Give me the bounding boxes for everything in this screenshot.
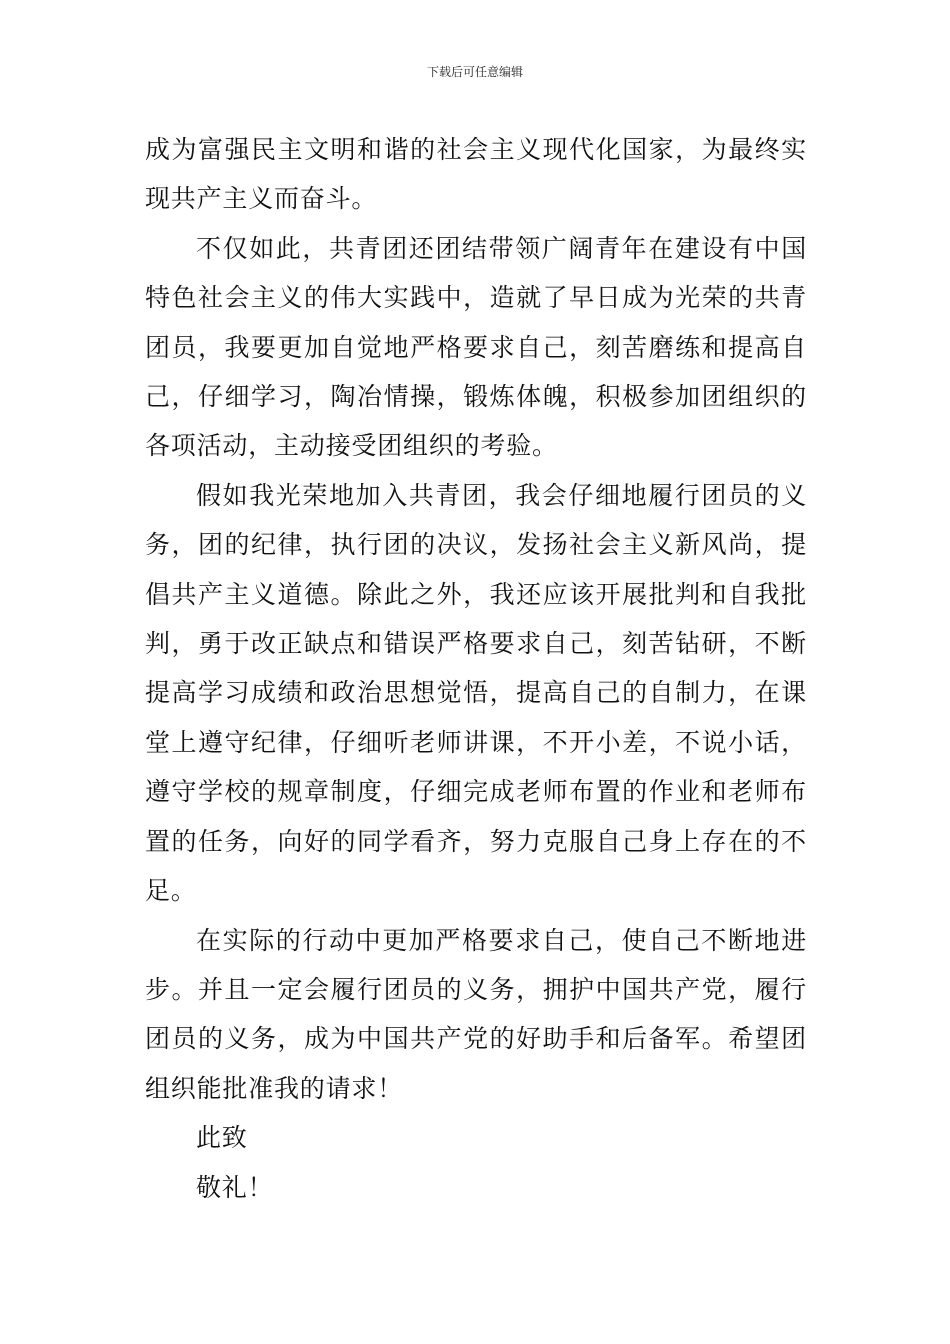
document-body — [145, 125, 807, 1212]
page-header-note: 下载后可任意编辑 — [426, 65, 523, 79]
closing-regards: 敬礼！ — [196, 1172, 274, 1202]
paragraph-3: 假如我光荣地加入共青团，我会仔细地履行团员的义务，团的纪律，执行团的决议，发扬社会主义新风尚，提倡共产主义道德。除此之外，我还应该开展批判和自我批判，勇于改正缺点和错误严格要求自己，刻苦钻研，不断提高学习成绩和政治思想觉悟，提高自己的自制力，在课堂上遵守纪律，仔细听老师讲课，不开小差，不说小话，遵守学校的规章制度，仔细完成老师布置的作业和老师布置的任务，向好的同学看齐，努力克服自己身上存在的不足。 — [145, 480, 807, 906]
paragraph-1: 成为富强民主文明和谐的社会主义现代化国家，为最终实现共产主义而奋斗。 — [145, 135, 807, 214]
paragraph-2: 不仅如此，共青团还团结带领广阔青年在建设有中国特色社会主义的伟大实践中，造就了早日成为光荣的共青团员，我要更加自觉地严格要求自己，刻苦磨练和提高自己，仔细学习，陶冶情操，锻炼体魄，积极参加团组织的各项活动，主动接受团组织的考验。 — [145, 233, 807, 461]
closing-salutation: 此致 — [196, 1123, 248, 1153]
paragraph-4: 在实际的行动中更加严格要求自己，使自己不断地进步。并且一定会履行团员的义务，拥护中国共产党，履行团员的义务，成为中国共产党的好助手和后备军。希望团组织能批准我的请求！ — [145, 925, 807, 1103]
